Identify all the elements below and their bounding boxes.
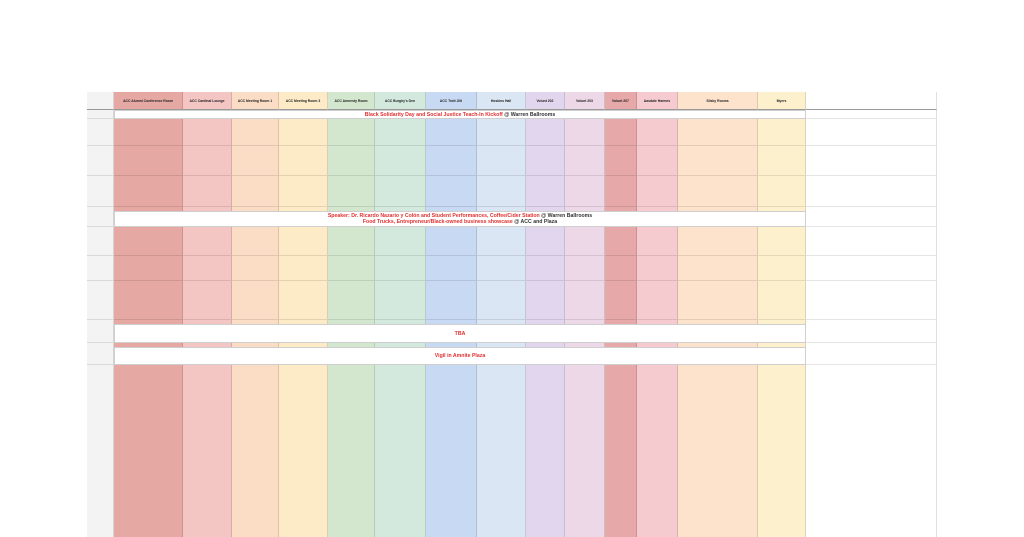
column-header-11[interactable]: Volunt 207	[605, 92, 637, 110]
session-cell[interactable]	[678, 285, 758, 320]
column-header-8[interactable]: Hoskins Hall	[477, 92, 526, 110]
empty-cell[interactable]	[565, 533, 605, 537]
session-cell[interactable]	[526, 260, 565, 281]
session-cell[interactable]	[477, 150, 526, 176]
session-cell[interactable]	[183, 260, 232, 281]
session-cell[interactable]	[565, 150, 605, 176]
session-cell[interactable]	[426, 180, 477, 207]
session-cell[interactable]	[565, 124, 605, 146]
time-label[interactable]	[87, 285, 114, 320]
session-cell[interactable]	[605, 231, 637, 256]
session-cell[interactable]	[328, 180, 375, 207]
empty-cell[interactable]	[806, 150, 937, 176]
time-label[interactable]	[87, 150, 114, 176]
time-label[interactable]	[87, 324, 114, 343]
session-cell[interactable]	[637, 150, 678, 176]
session-cell[interactable]	[328, 150, 375, 176]
empty-cell[interactable]	[806, 110, 937, 119]
time-label[interactable]	[87, 124, 114, 146]
empty-cell[interactable]	[806, 231, 937, 256]
session-cell[interactable]	[526, 231, 565, 256]
session-cell[interactable]	[477, 285, 526, 320]
session-cell[interactable]	[758, 180, 806, 207]
session-cell[interactable]	[605, 150, 637, 176]
session-cell[interactable]	[375, 124, 426, 146]
session-cell[interactable]	[477, 180, 526, 207]
session-cell[interactable]	[637, 231, 678, 256]
empty-cell[interactable]	[806, 347, 937, 365]
session-cell[interactable]	[477, 260, 526, 281]
session-cell[interactable]	[232, 124, 279, 146]
row-12	[87, 260, 937, 281]
banner-line	[365, 112, 555, 118]
session-cell[interactable]	[678, 231, 758, 256]
session-cell[interactable]	[678, 180, 758, 207]
session-cell[interactable]	[114, 260, 183, 281]
session-cell[interactable]	[565, 231, 605, 256]
column-header-6[interactable]: ACC Burghy's Den	[375, 92, 426, 110]
banner-line	[455, 331, 466, 337]
row-4	[87, 150, 937, 176]
time-label[interactable]	[87, 180, 114, 207]
session-cell[interactable]	[375, 231, 426, 256]
banner-location: @ ACC and Plaza	[512, 219, 558, 225]
row-2	[87, 124, 937, 146]
empty-cell[interactable]	[678, 533, 758, 537]
session-cell[interactable]	[565, 180, 605, 207]
session-cell[interactable]	[637, 180, 678, 207]
session-cell[interactable]	[477, 124, 526, 146]
empty-cell[interactable]	[806, 211, 937, 227]
session-cell[interactable]	[678, 124, 758, 146]
empty-cell[interactable]	[637, 533, 678, 537]
column-header-14[interactable]: Myers	[758, 92, 806, 110]
event-banner[interactable]	[114, 211, 806, 227]
session-cell[interactable]	[279, 180, 328, 207]
event-banner[interactable]	[114, 110, 806, 119]
session-cell[interactable]	[605, 285, 637, 320]
session-cell[interactable]	[678, 260, 758, 281]
empty-cell[interactable]	[477, 533, 526, 537]
session-cell[interactable]	[328, 124, 375, 146]
session-cell[interactable]	[279, 124, 328, 146]
session-cell[interactable]	[328, 285, 375, 320]
event-banner[interactable]	[114, 324, 806, 343]
session-cell[interactable]	[678, 150, 758, 176]
row-14	[87, 285, 937, 320]
session-cell[interactable]	[375, 285, 426, 320]
session-cell[interactable]	[526, 124, 565, 146]
session-cell[interactable]	[637, 124, 678, 146]
session-cell[interactable]	[183, 231, 232, 256]
empty-cell[interactable]	[526, 533, 565, 537]
empty-cell[interactable]	[806, 285, 937, 320]
column-header-1[interactable]: ACC Alumni Conference Room	[114, 92, 183, 110]
session-cell[interactable]	[758, 124, 806, 146]
session-cell[interactable]	[605, 180, 637, 207]
session-cell[interactable]	[279, 285, 328, 320]
session-cell[interactable]	[605, 124, 637, 146]
column-header-13[interactable]: Slisky Rooms	[678, 92, 758, 110]
event-banner[interactable]	[114, 347, 806, 365]
session-cell[interactable]	[183, 285, 232, 320]
column-header-10[interactable]: Volunt 203	[565, 92, 605, 110]
spreadsheet-grid	[87, 92, 937, 537]
banner-text: Speaker: Dr. Ricardo Nazario y Colón and Student Performances, Coffee/Cider Station	[327, 213, 540, 219]
session-cell[interactable]	[114, 180, 183, 207]
session-cell[interactable]	[232, 180, 279, 207]
session-cell[interactable]	[232, 231, 279, 256]
session-cell[interactable]	[328, 260, 375, 281]
header-row	[87, 92, 937, 110]
session-cell[interactable]	[114, 124, 183, 146]
banner-line	[435, 353, 485, 359]
empty-cell[interactable]	[806, 180, 937, 207]
session-cell[interactable]	[232, 285, 279, 320]
session-cell[interactable]	[758, 231, 806, 256]
column-header-3[interactable]: ACC Meeting Room 1	[232, 92, 279, 110]
banner-text: Food Trucks, Entrepreneur/Black-owned business showcase	[362, 219, 513, 225]
session-cell[interactable]	[114, 150, 183, 176]
column-header-12[interactable]: Aasdale Harmes	[637, 92, 678, 110]
empty-cell[interactable]	[806, 260, 937, 281]
empty-cell[interactable]	[758, 533, 806, 537]
session-cell[interactable]	[526, 285, 565, 320]
session-cell[interactable]	[526, 150, 565, 176]
time-label[interactable]	[87, 231, 114, 256]
time-label[interactable]	[87, 211, 114, 227]
row-16	[87, 324, 937, 343]
session-cell[interactable]	[114, 285, 183, 320]
empty-cell[interactable]	[232, 533, 279, 537]
empty-cell[interactable]	[806, 324, 937, 343]
session-cell[interactable]	[375, 260, 426, 281]
session-cell[interactable]	[758, 285, 806, 320]
session-cell[interactable]	[279, 260, 328, 281]
session-cell[interactable]	[565, 260, 605, 281]
empty-cell[interactable]	[806, 533, 937, 537]
row-10	[87, 231, 937, 256]
column-header-2[interactable]: ACC Cardinal Lounge	[183, 92, 232, 110]
session-cell[interactable]	[232, 260, 279, 281]
session-cell[interactable]	[426, 150, 477, 176]
empty-cell[interactable]	[605, 533, 637, 537]
column-header-9[interactable]: Volunt 202	[526, 92, 565, 110]
corner-cell[interactable]	[87, 92, 114, 110]
session-cell[interactable]	[426, 124, 477, 146]
banner-text: Black Solidarity Day and Social Justice Teach-In Kickoff	[364, 111, 503, 118]
empty-time-cell[interactable]	[87, 533, 114, 537]
empty-cell[interactable]	[279, 533, 328, 537]
session-cell[interactable]	[183, 180, 232, 207]
session-cell[interactable]	[375, 180, 426, 207]
empty-cell[interactable]	[806, 124, 937, 146]
session-cell[interactable]	[279, 231, 328, 256]
column-header-4[interactable]: ACC Meeting Room 3	[279, 92, 328, 110]
empty-cell[interactable]	[328, 533, 375, 537]
time-label[interactable]	[87, 260, 114, 281]
empty-cell[interactable]	[375, 533, 426, 537]
session-cell[interactable]	[526, 180, 565, 207]
session-cell[interactable]	[183, 124, 232, 146]
column-header-7[interactable]: ACC Trott Jilli	[426, 92, 477, 110]
empty-cell[interactable]	[806, 92, 937, 110]
banner-text: Vigil in Amnite Plaza	[434, 353, 486, 359]
session-cell[interactable]	[637, 285, 678, 320]
session-cell[interactable]	[426, 285, 477, 320]
banner-location: @ Warren Ballrooms	[539, 213, 593, 219]
banner-location: @ Warren Ballrooms	[502, 111, 556, 118]
column-header-5[interactable]: ACC Amnesty Room	[328, 92, 375, 110]
session-cell[interactable]	[758, 260, 806, 281]
time-label[interactable]	[87, 110, 114, 119]
session-cell[interactable]	[114, 231, 183, 256]
session-cell[interactable]	[279, 150, 328, 176]
session-cell[interactable]	[426, 260, 477, 281]
row-6	[87, 180, 937, 207]
session-cell[interactable]	[183, 150, 232, 176]
session-cell[interactable]	[758, 150, 806, 176]
row-8	[87, 211, 937, 227]
session-cell[interactable]	[605, 260, 637, 281]
session-cell[interactable]	[477, 231, 526, 256]
session-cell[interactable]	[565, 285, 605, 320]
session-cell[interactable]	[328, 231, 375, 256]
banner-text: TBA	[454, 330, 466, 337]
row-18	[87, 347, 937, 365]
session-cell[interactable]	[375, 150, 426, 176]
banner-line	[363, 219, 557, 225]
row-0	[87, 110, 937, 119]
session-cell[interactable]	[426, 231, 477, 256]
empty-cell[interactable]	[114, 533, 183, 537]
empty-row	[87, 533, 937, 537]
time-label[interactable]	[87, 347, 114, 365]
session-cell[interactable]	[637, 260, 678, 281]
session-cell[interactable]	[232, 150, 279, 176]
empty-cell[interactable]	[426, 533, 477, 537]
empty-cell[interactable]	[183, 533, 232, 537]
